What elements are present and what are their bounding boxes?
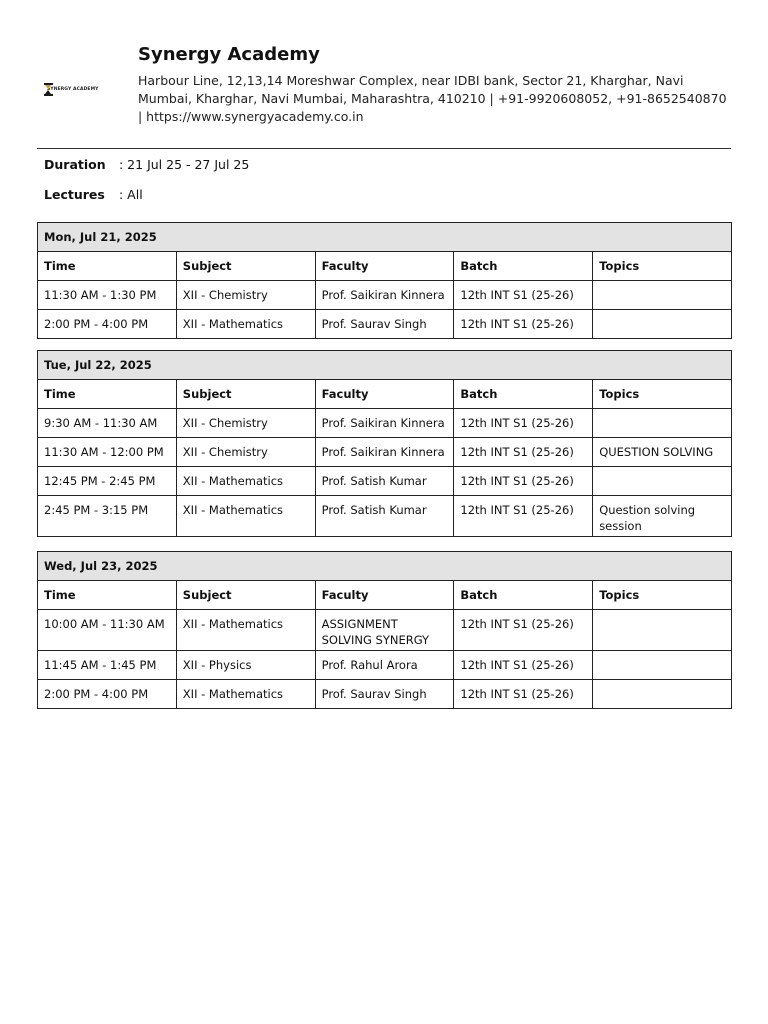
- column-header-topics: Topics: [593, 380, 732, 409]
- cell-faculty: Prof. Saurav Singh: [315, 310, 454, 339]
- page-title: Synergy Academy: [138, 44, 320, 65]
- column-header-subject: Subject: [176, 252, 315, 281]
- cell-subject: XII - Mathematics: [176, 310, 315, 339]
- cell-time: 11:30 AM - 1:30 PM: [38, 281, 177, 310]
- column-header-faculty: Faculty: [315, 581, 454, 610]
- column-header-faculty: Faculty: [315, 252, 454, 281]
- cell-subject: XII - Mathematics: [176, 496, 315, 537]
- cell-topics: [593, 651, 732, 680]
- institute-address: Harbour Line, 12,13,14 Moreshwar Complex, near IDBI bank, Sector 21, Kharghar, Navi Mumbai, Kharghar, Navi Mumbai, Maharashtra, 410210 | +91-9920608052, +91-8652540870 | https://www.synergyacademy.co.in: [138, 73, 727, 124]
- column-header-faculty: Faculty: [315, 380, 454, 409]
- cell-subject: XII - Mathematics: [176, 467, 315, 496]
- cell-topics: [593, 281, 732, 310]
- table-row: [38, 281, 732, 310]
- duration-label: Duration: [44, 157, 106, 172]
- academy-logo: [44, 82, 99, 96]
- table-row: [38, 310, 732, 339]
- cell-subject: XII - Chemistry: [176, 438, 315, 467]
- column-header-subject: Subject: [176, 380, 315, 409]
- cell-topics: [593, 467, 732, 496]
- day-date: Tue, Jul 22, 2025: [38, 351, 732, 380]
- column-header-time: Time: [38, 252, 177, 281]
- cell-time: 11:45 AM - 1:45 PM: [38, 651, 177, 680]
- cell-time: 2:45 PM - 3:15 PM: [38, 496, 177, 537]
- cell-batch: 12th INT S1 (25-26): [454, 467, 593, 496]
- cell-batch: 12th INT S1 (25-26): [454, 651, 593, 680]
- column-header-batch: Batch: [454, 252, 593, 281]
- cell-faculty: ASSIGNMENT SOLVING SYNERGY: [315, 610, 454, 651]
- cell-faculty: Prof. Saikiran Kinnera: [315, 409, 454, 438]
- cell-faculty: Prof. Saurav Singh: [315, 680, 454, 709]
- cell-batch: 12th INT S1 (25-26): [454, 496, 593, 537]
- cell-batch: 12th INT S1 (25-26): [454, 409, 593, 438]
- cell-faculty: Prof. Satish Kumar: [315, 467, 454, 496]
- cell-subject: XII - Physics: [176, 651, 315, 680]
- table-row: [38, 651, 732, 680]
- day-date: Wed, Jul 23, 2025: [38, 552, 732, 581]
- cell-topics: [593, 680, 732, 709]
- cell-time: 2:00 PM - 4:00 PM: [38, 310, 177, 339]
- cell-faculty: Prof. Satish Kumar: [315, 496, 454, 537]
- table-row: [38, 680, 732, 709]
- cell-time: 11:30 AM - 12:00 PM: [38, 438, 177, 467]
- day-date: Mon, Jul 21, 2025: [38, 223, 732, 252]
- cell-topics: [593, 409, 732, 438]
- table-row: [38, 467, 732, 496]
- column-header-time: Time: [38, 380, 177, 409]
- header-divider: [37, 148, 731, 149]
- day-schedule-table: [37, 350, 732, 537]
- cell-batch: 12th INT S1 (25-26): [454, 438, 593, 467]
- column-header-topics: Topics: [593, 252, 732, 281]
- cell-topics: [593, 310, 732, 339]
- column-header-batch: Batch: [454, 581, 593, 610]
- cell-time: 10:00 AM - 11:30 AM: [38, 610, 177, 651]
- cell-topics: QUESTION SOLVING: [593, 438, 732, 467]
- cell-time: 12:45 PM - 2:45 PM: [38, 467, 177, 496]
- column-header-time: Time: [38, 581, 177, 610]
- logo-text: SYNERGY ACADEMY: [47, 86, 99, 92]
- cell-batch: 12th INT S1 (25-26): [454, 310, 593, 339]
- cell-faculty: Prof. Saikiran Kinnera: [315, 438, 454, 467]
- cell-batch: 12th INT S1 (25-26): [454, 680, 593, 709]
- day-schedule-table: [37, 222, 732, 339]
- lectures-value: : All: [119, 187, 143, 202]
- page-header: [0, 0, 768, 150]
- cell-faculty: Prof. Rahul Arora: [315, 651, 454, 680]
- duration-value: : 21 Jul 25 - 27 Jul 25: [119, 157, 250, 172]
- lectures-row: [44, 187, 143, 202]
- cell-topics: [593, 610, 732, 651]
- duration-row: [44, 157, 249, 172]
- cell-subject: XII - Mathematics: [176, 610, 315, 651]
- cell-batch: 12th INT S1 (25-26): [454, 281, 593, 310]
- table-row: [38, 610, 732, 651]
- cell-topics: Question solving session: [593, 496, 732, 537]
- column-header-subject: Subject: [176, 581, 315, 610]
- cell-subject: XII - Mathematics: [176, 680, 315, 709]
- table-row: [38, 438, 732, 467]
- cell-faculty: Prof. Saikiran Kinnera: [315, 281, 454, 310]
- lectures-label: Lectures: [44, 187, 105, 202]
- column-header-topics: Topics: [593, 581, 732, 610]
- table-row: [38, 496, 732, 537]
- day-schedule-table: [37, 551, 732, 709]
- column-header-batch: Batch: [454, 380, 593, 409]
- cell-batch: 12th INT S1 (25-26): [454, 610, 593, 651]
- cell-time: 9:30 AM - 11:30 AM: [38, 409, 177, 438]
- cell-subject: XII - Chemistry: [176, 409, 315, 438]
- table-row: [38, 409, 732, 438]
- cell-subject: XII - Chemistry: [176, 281, 315, 310]
- cell-time: 2:00 PM - 4:00 PM: [38, 680, 177, 709]
